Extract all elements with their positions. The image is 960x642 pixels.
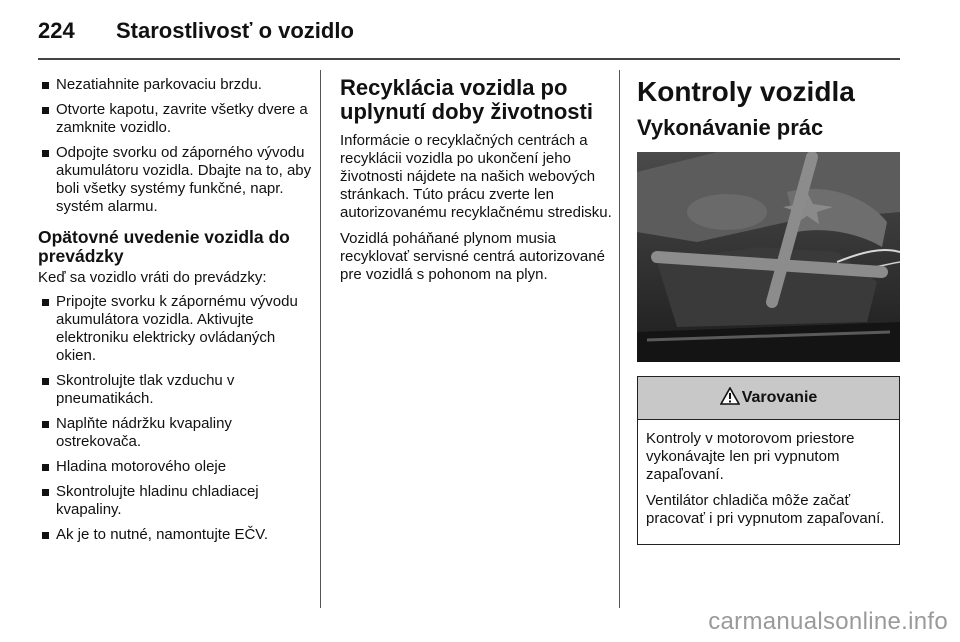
header-rule xyxy=(38,58,900,60)
recycling-heading: Recyklácia vozidla po uplynutí doby životnosti xyxy=(340,75,593,124)
page-number: 224 xyxy=(38,18,75,43)
recycling-paragraph-2: Vozidlá poháňané plynom musia recyklovať servisné centrá autorizované pre vozidlá s pohonom na plyn. xyxy=(340,230,605,283)
section-heading: Opätovné uvedenie vozidla do prevádzky xyxy=(38,227,290,266)
list-item: Pripojte svorku k zápornému vývodu akumulátora vozidla. Aktivujte elektroniku elektricky ovládaných okien. xyxy=(38,293,313,365)
bullet-list-bottom xyxy=(38,293,313,544)
engine-bay-photo xyxy=(637,152,900,362)
watermark: carmanualsonline.info xyxy=(708,608,948,635)
warning-label: Varovanie xyxy=(741,389,818,406)
bullet-list-top xyxy=(38,76,313,216)
vehicle-checks-heading: Kontroly vozidla xyxy=(637,76,855,107)
page-header xyxy=(38,18,908,44)
column-divider-2 xyxy=(619,70,620,608)
list-item: Nezatiahnite parkovaciu brzdu. xyxy=(38,76,313,94)
list-item: Otvorte kapotu, zavrite všetky dvere a zamknite vozidlo. xyxy=(38,101,313,137)
column-right xyxy=(637,76,902,545)
list-item: Skontrolujte tlak vzduchu v pneumatikách. xyxy=(38,372,313,408)
section-lead: Keď sa vozidlo vráti do prevádzky: xyxy=(38,269,267,286)
works-subheading: Vykonávanie prác xyxy=(637,115,824,140)
warning-paragraph-1: Kontroly v motorovom priestore vykonávajte len pri vypnutom zapaľovaní. xyxy=(646,430,855,483)
warning-paragraph-2: Ventilátor chladiča môže začať pracovať i pri vypnutom zapaľovaní. xyxy=(646,492,885,527)
column-divider-1 xyxy=(320,70,321,608)
list-item: Ak je to nutné, namontujte EČV. xyxy=(38,526,313,544)
warning-box xyxy=(637,376,900,545)
list-item: Hladina motorového oleje xyxy=(38,458,313,476)
recycling-paragraph-1: Informácie o recyklačných centrách a recyklácii vozidla po ukončení jeho životnosti nájdete na našich webových stránkach. Túto prácu zverte len autorizovanému recyklačnému stredisku. xyxy=(340,132,612,221)
engine-bay-illustration xyxy=(637,152,900,362)
warning-body xyxy=(638,420,899,544)
page-title: Starostlivosť o vozidlo xyxy=(116,18,354,43)
warning-triangle-icon xyxy=(720,387,740,410)
list-item: Skontrolujte hladinu chladiacej kvapaliny. xyxy=(38,483,313,519)
column-middle xyxy=(340,76,612,292)
list-item: Odpojte svorku od záporného vývodu akumulátoru vozidla. Dbajte na to, aby boli všetky systémy funkčné, napr. systém alarmu. xyxy=(38,144,313,216)
list-item: Naplňte nádržku kvapaliny ostrekovača. xyxy=(38,415,313,451)
column-left xyxy=(38,76,313,551)
warning-header xyxy=(638,377,899,420)
